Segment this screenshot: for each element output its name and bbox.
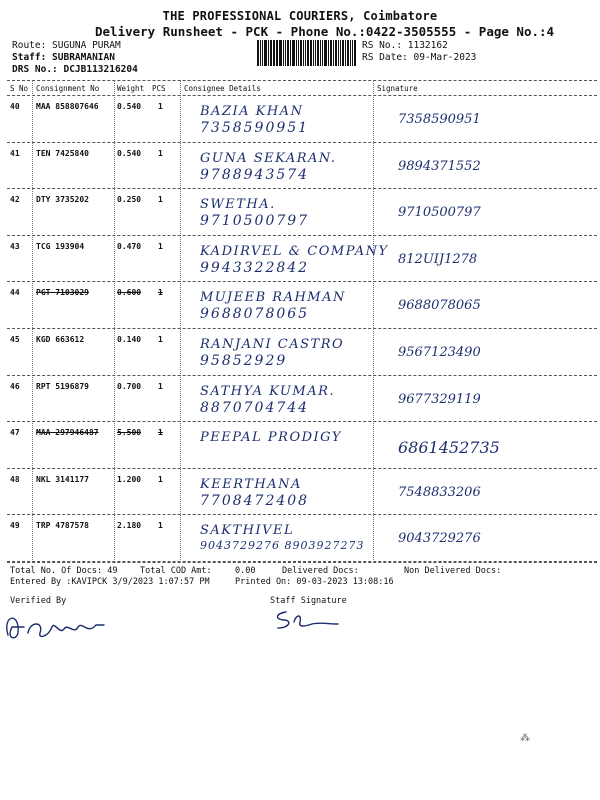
row-consignee-name: RANJANI CASTRO xyxy=(200,337,345,352)
row-sno: 48 xyxy=(10,474,20,484)
row-consignee-phone: 9688078065 xyxy=(200,306,310,323)
row-signature: 6861452735 xyxy=(398,438,500,458)
row-signature: 9710500797 xyxy=(398,205,481,221)
row-pcs: 1 xyxy=(158,148,163,158)
row-consignee-name: SWETHA. xyxy=(200,197,276,213)
header-bottom-rule xyxy=(7,95,597,96)
entered-by: Entered By :KAVIPCK 3/9/2023 1:07:57 PM xyxy=(10,577,210,587)
row-consignee-phone: 9943322842 xyxy=(200,259,310,276)
row-divider xyxy=(7,328,597,329)
drs-number: DRS No.: DCJB113216204 xyxy=(12,64,138,75)
row-consignee-phone: 9710500797 xyxy=(200,213,310,230)
row-consignee-name: PEEPAL PRODIGY xyxy=(200,430,342,446)
row-consignment-no: TRP 4787578 xyxy=(36,521,89,531)
footer-rule xyxy=(7,562,597,563)
row-weight: 1.200 xyxy=(117,474,142,484)
row-consignee-name: KADIRVEL & COMPANY xyxy=(200,243,389,259)
row-pcs: 1 xyxy=(158,381,163,391)
row-sno: 49 xyxy=(10,521,20,531)
col-header-consignment: Consignment No xyxy=(36,84,100,93)
row-divider xyxy=(7,375,597,376)
row-sno: 46 xyxy=(10,381,20,391)
row-consignee-phone: 9788943574 xyxy=(200,166,310,183)
row-pcs: 1 xyxy=(158,521,163,531)
row-sno: 40 xyxy=(10,102,20,111)
row-signature: 7548833206 xyxy=(398,484,481,500)
row-divider xyxy=(7,421,597,422)
rs-number: RS No.: 1132162 xyxy=(362,40,448,51)
row-pcs: 1 xyxy=(158,474,163,484)
row-consignment-no: DTY 3735202 xyxy=(36,195,89,205)
row-sno: 41 xyxy=(10,148,20,158)
total-docs: Total No. Of Docs: 49 xyxy=(10,566,118,576)
row-signature: 7358590951 xyxy=(398,112,481,127)
row-signature: 9688078065 xyxy=(398,298,481,314)
rs-date: RS Date: 09-Mar-2023 xyxy=(362,52,477,63)
row-consignment-no: MAA 858807646 xyxy=(36,102,99,111)
row-consignee-phone: 9043729276 8903927273 xyxy=(200,539,365,553)
row-pcs: 1 xyxy=(158,241,163,251)
row-sno: 44 xyxy=(10,288,20,298)
row-consignment-no: PGT 7103029 xyxy=(36,288,89,298)
row-consignment-no: TEN 7425840 xyxy=(36,148,89,158)
row-weight: 0.540 xyxy=(117,148,142,158)
col-header-weight: Weight xyxy=(117,84,145,93)
scan-speck: ⁂ xyxy=(520,733,530,744)
row-consignee-name: SATHYA KUMAR. xyxy=(200,383,336,399)
barcode xyxy=(257,40,357,66)
staff-signature-scribble xyxy=(272,608,342,634)
row-signature: 9567123490 xyxy=(398,345,481,360)
row-signature: 812UIJ1278 xyxy=(398,251,478,267)
row-consignment-no: MAA 297946487 xyxy=(36,428,99,438)
row-consignee-name: MUJEEB RAHMAN xyxy=(200,290,346,306)
row-pcs: 1 xyxy=(158,288,163,298)
verified-signature-scribble xyxy=(0,605,120,645)
row-sno: 43 xyxy=(10,241,20,251)
row-consignee-phone: 7358590951 xyxy=(200,120,310,136)
row-consignment-no: NKL 3141177 xyxy=(36,474,89,484)
row-divider xyxy=(7,188,597,189)
row-consignee-name: SAKTHIVEL xyxy=(200,523,295,539)
row-weight: 0.600 xyxy=(117,288,142,298)
col-header-consignee: Consignee Details xyxy=(184,84,261,93)
col-divider xyxy=(114,80,115,560)
row-weight: 5.500 xyxy=(117,428,142,438)
row-consignee-name: GUNA SEKARAN. xyxy=(200,150,337,166)
row-divider xyxy=(7,514,597,515)
row-consignment-no: TCG 193904 xyxy=(36,241,85,251)
col-divider xyxy=(373,80,374,560)
printed-on: Printed On: 09-03-2023 13:08:16 xyxy=(235,577,394,587)
total-cod-label: Total COD Amt: xyxy=(140,566,212,576)
row-weight: 0.700 xyxy=(117,381,142,391)
row-weight: 0.540 xyxy=(117,102,142,111)
runsheet-subtitle: Delivery Runsheet - PCK - Phone No.:0422-3505555 - Page No.:4 xyxy=(95,24,555,39)
row-signature: 9677329119 xyxy=(398,391,481,407)
route-label: Route: SUGUNA PURAM xyxy=(12,40,121,51)
delivered-docs: Delivered Docs: xyxy=(282,566,359,576)
row-pcs: 1 xyxy=(158,102,163,111)
row-divider xyxy=(7,235,597,236)
row-weight: 0.470 xyxy=(117,241,142,251)
verified-by-label: Verified By xyxy=(10,596,67,606)
row-consignee-phone: 8870704744 xyxy=(200,399,310,416)
row-consignment-no: KGD 663612 xyxy=(36,335,85,344)
col-header-sno: S No xyxy=(10,84,29,93)
row-weight: 0.140 xyxy=(117,335,142,344)
staff-signature-label: Staff Signature xyxy=(270,596,347,606)
col-divider xyxy=(32,80,33,560)
row-weight: 2.180 xyxy=(117,521,142,531)
row-sno: 42 xyxy=(10,195,20,205)
row-signature: 9043729276 xyxy=(398,531,481,547)
row-sno: 47 xyxy=(10,428,20,438)
non-delivered-docs: Non Delivered Docs: xyxy=(404,566,502,576)
col-header-pcs: PCS xyxy=(152,84,166,93)
row-pcs: 1 xyxy=(158,428,163,438)
row-consignee-name: KEERTHANA xyxy=(200,476,302,492)
row-consignee-phone: 95852929 xyxy=(200,353,288,369)
col-divider xyxy=(180,80,181,560)
row-signature: 9894371552 xyxy=(398,158,481,174)
row-pcs: 1 xyxy=(158,195,163,205)
company-title: THE PROFESSIONAL COURIERS, Coimbatore xyxy=(162,9,438,23)
table-top-rule xyxy=(7,80,597,81)
row-pcs: 1 xyxy=(158,335,163,344)
row-consignment-no: RPT 5196879 xyxy=(36,381,89,391)
total-cod-value: 0.00 xyxy=(235,566,256,576)
row-divider xyxy=(7,281,597,282)
row-divider xyxy=(7,142,597,143)
col-header-signature: Signature xyxy=(377,84,418,93)
row-divider xyxy=(7,468,597,469)
row-consignee-name: BAZIA KHAN xyxy=(200,104,304,119)
row-consignee-phone: 7708472408 xyxy=(200,492,310,509)
row-sno: 45 xyxy=(10,335,20,344)
row-weight: 0.250 xyxy=(117,195,142,205)
staff-label: Staff: SUBRAMANIAN xyxy=(12,52,115,63)
